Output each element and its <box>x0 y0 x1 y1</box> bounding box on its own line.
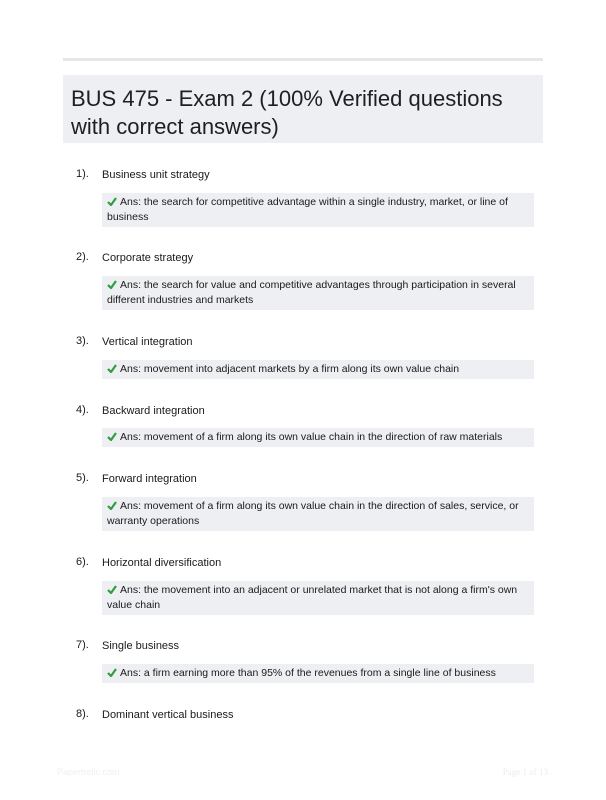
answer-text: Ans: a firm earning more than 95% of the revenues from a single line of business <box>120 667 496 679</box>
page-number: Page 1 of 13 <box>502 767 548 777</box>
question-term: Single business <box>102 640 180 652</box>
check-icon <box>107 432 117 441</box>
question-term: Dominant vertical business <box>102 709 234 721</box>
question-term: Business unit strategy <box>102 169 210 181</box>
answer-text: Ans: movement into adjacent markets by a firm along its own value chain <box>120 363 460 375</box>
question-number: 7). <box>76 639 89 651</box>
answer-text: Ans: the search for value and competitive advantages through participation in several different industries and markets <box>107 279 516 306</box>
answer-box <box>102 428 534 447</box>
check-icon <box>107 585 117 594</box>
question-term: Corporate strategy <box>102 252 194 264</box>
check-icon <box>107 668 117 677</box>
footer-watermark: Papertrelic.com <box>57 767 120 777</box>
question-number: 5). <box>76 472 89 484</box>
answer-box <box>102 193 534 227</box>
check-icon <box>107 501 117 510</box>
question-term: Backward integration <box>102 405 205 417</box>
answer-box <box>102 664 534 683</box>
question-number: 2). <box>76 251 89 263</box>
answer-text: Ans: movement of a firm along its own value chain in the direction of raw materials <box>120 431 503 443</box>
answer-text: Ans: the search for competitive advantage within a single industry, market, or line of business <box>107 196 508 223</box>
answer-text: Ans: the movement into an adjacent or unrelated market that is not along a firm's own value chain <box>107 584 518 611</box>
question-number: 1). <box>76 168 89 180</box>
check-icon <box>107 280 117 289</box>
answer-box <box>102 497 534 531</box>
answer-box <box>102 276 534 310</box>
question-number: 3). <box>76 335 89 347</box>
page-title: BUS 475 - Exam 2 (100% Verified questions with correct answers) <box>71 86 503 139</box>
question-number: 8). <box>76 708 89 720</box>
top-divider <box>63 58 543 61</box>
title-banner <box>63 75 543 143</box>
question-term: Horizontal diversification <box>102 557 222 569</box>
check-icon <box>107 364 117 373</box>
answer-box <box>102 581 534 615</box>
answer-text: Ans: movement of a firm along its own value chain in the direction of sales, service, or warranty operations <box>107 500 519 527</box>
question-term: Vertical integration <box>102 336 193 348</box>
answer-box <box>102 360 534 379</box>
question-number: 6). <box>76 556 89 568</box>
check-icon <box>107 197 117 206</box>
question-number: 4). <box>76 404 89 416</box>
question-term: Forward integration <box>102 473 197 485</box>
